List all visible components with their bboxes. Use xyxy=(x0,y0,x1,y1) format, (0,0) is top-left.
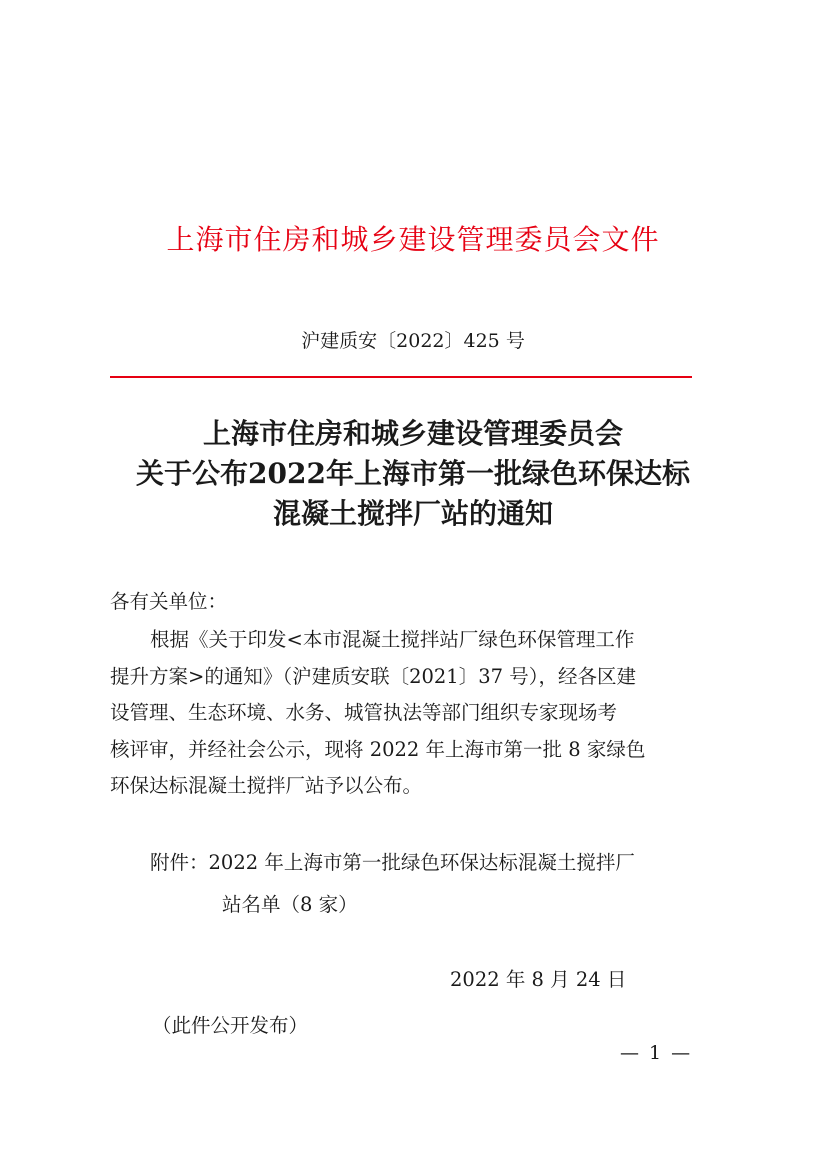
paragraph-line: 根据《关于印发<本市混凝土搅拌站厂绿色环保管理工作 xyxy=(150,628,635,651)
notice-title-line: 上海市住房和城乡建设管理委员会 xyxy=(202,417,623,450)
paragraph-line: 设管理、生态环境、水务、城管执法等部门组织专家现场考 xyxy=(110,701,618,724)
red-divider-line xyxy=(110,376,692,378)
attachment-line: 站名单（8 家） xyxy=(222,893,358,916)
publication-note: （此件公开发布） xyxy=(152,1014,309,1037)
attachment-line: 附件：2022 年上海市第一批绿色环保达标混凝土搅拌厂 xyxy=(150,851,635,874)
paragraph-line: 提升方案>的通知》（沪建质安联〔2021〕37 号），经各区建 xyxy=(110,664,636,688)
salutation: 各有关单位： xyxy=(110,590,228,613)
notice-title xyxy=(60,414,766,534)
document-number: 沪建质安〔2022〕425 号 xyxy=(301,330,525,352)
attachment-note xyxy=(150,842,635,926)
body-paragraph xyxy=(110,622,716,805)
issue-date: 2022 年 8 月 24 日 xyxy=(450,968,627,991)
notice-title-line: 混凝土搅拌厂站的通知 xyxy=(272,497,553,530)
issuer-title: 上海市住房和城乡建设管理委员会文件 xyxy=(166,223,660,256)
page-number: — 1 — xyxy=(620,1042,693,1064)
paragraph-line: 核评审，并经社会公示，现将 2022 年上海市第一批 8 家绿色 xyxy=(110,737,646,761)
notice-title-line: 关于公布2022年上海市第一批绿色环保达标 xyxy=(136,457,690,490)
paragraph-line: 环保达标混凝土搅拌厂站予以公布。 xyxy=(110,774,423,797)
